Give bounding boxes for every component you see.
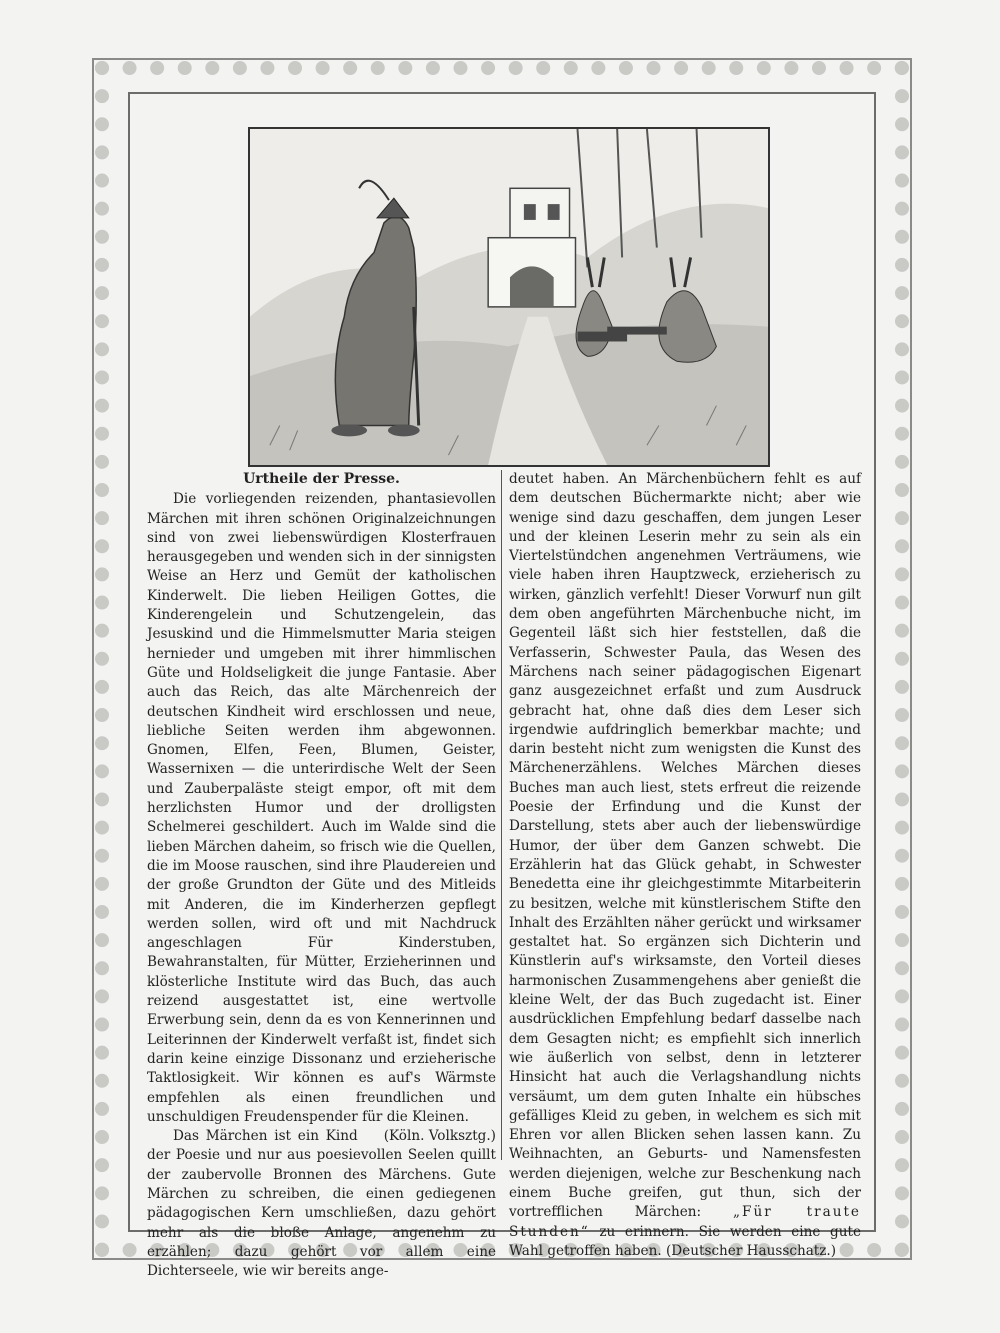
- review-paragraph: [147, 490, 496, 1145]
- review-paragraph: [509, 470, 861, 1261]
- text-column-left: [147, 470, 496, 1280]
- paragraph-tail: zu erinnern. Sie werden eine gute Wahl getroffen haben.: [509, 1223, 861, 1259]
- text-column-right: [509, 470, 861, 1259]
- section-heading: Urtheile der Presse.: [243, 471, 400, 487]
- review-paragraph: Das Märchen ist ein Kind der Poesie und nur aus poesievollen Seelen quillt der zaubervolle Bronnen des Märchens. Gute Märchen zu schreiben, die einen gediegenen pädagogischen Kern umschließen, dazu gehört mehr als die bloße Anlage, angenehm zu erzählen; dazu gehört vor allem eine Dichterseele, wie wir bereits ange-: [147, 1128, 496, 1280]
- bench: [607, 327, 667, 335]
- source-citation: (Köln. Volksztg.): [383, 1128, 496, 1145]
- column-divider: [501, 470, 502, 1160]
- woodcut-image: [250, 129, 768, 465]
- source-citation: (Deutscher Hausschatz.): [666, 1242, 837, 1259]
- book-title-quote: „Für traute Stunden“: [509, 1204, 861, 1240]
- paragraph-text: deutet haben. An Märchenbüchern fehlt es auf dem deutschen Büchermarkte nicht; aber wie wenige sind dazu geschaffen, dem jungen Leser und der kleinen Leserin mehr zu sein als ein Viertelstündchen angenehmen Verträumens, wie viele haben ihren Hauptzweck, erzieherisch zu wirken, gänzlich verfehlt! Dieser Vorwurf nun gilt dem oben angeführten Märchenbuche nicht, im Gegenteil läßt sich hier feststellen, daß die Verfasserin, Schwester Paula, das Wesen des Märchens nach seiner pädagogischen Eigenart ganz ausgezeichnet erfaßt und zum Ausdruck gebracht hat, ohne daß dies dem Leser sich irgendwie aufdringlich bemerkbar machte; und darin besteht nicht zum wenigsten die Kunst des Märchenerzählens. Welches Märchen dieses Buches man auch liest, stets erfreut die reizende Poesie der Erfindung und die Kunst der Darstellung, stets aber auch der liebenswürdige Humor, der über dem Ganzen schwebt. Die Erzählerin hat das Glück gehabt, in Schwester Benedetta eine ihr gleichgestimmte Mitarbeiterin zu besitzen, welche mit künstlerischem Stifte den Inhalt des Erzählten näher gerückt und wirksamer gestaltet hat. So ergänzen sich Dichterin und Künstlerin auf's wirksamste, den Vorteil dieses harmonischen Zusammengehens aber genießt die kleine Welt, der das Buch zugedacht ist. Einer ausdrücklichen Empfehlung bedarf dasselbe nach dem Gesagten nicht; es empfiehlt sich innerlich wie äußerlich von selbst, denn in letzterer Hinsicht hat auch die Verlagshandlung nichts versäumt, um dem guten Inhalte ein hübsches gefälliges Kleid zu geben, in welchem es sich mit Ehren vor allen Blicken sehen lassen kann. Zu Weihnachten, an Geburts- und Namensfesten werden diejenigen, welche zur Beschenkung nach einem Buche greifen, gut thun, sich der vortrefflichen Märchen:: [509, 471, 861, 1221]
- paragraph-text: Die vorliegenden reizenden, phantasievollen Märchen mit ihren schönen Originalzeichnungen sind von zwei liebenswürdigen Klosterfrauen herausgegeben und wenden sich in der sinnigsten Weise an Herz und Gemüt der katholischen Kinderwelt. Die lieben Heiligen Gottes, die Kinderengelein und Schutzengelein, das Jesuskind und die Himmelsmutter Maria steigen hernieder und umgeben mit ihrer himmlischen Güte und Holdseligkeit die junge Fantasie. Aber auch das Reich, das alte Märchenreich der deutschen Kindheit wird erschlossen und neue, liebliche Seiten werden ihm abgewonnen. Gnomen, Elfen, Feen, Blumen, Geister, Wassernixen — die unterirdische Welt der Seen und Zauberpaläste steigt empor, oft mit dem herzlichsten Humor und der drolligsten Schelmerei geschildert. Auch im Walde sind die lieben Märchen daheim, so frisch wie die Quellen, die im Moose rauschen, sind ihre Plaudereien und der große Grundton der Güte und des Mitleids mit Anderen, die im Kinderherzen gepflegt werden sollen, wird oft und mit Nachdruck angeschlagen Für Kinderstuben, Bewahranstalten, für Mütter, Erzieherinnen und klösterliche Institute wird das Buch, das auch reizend ausgestattet ist, eine wertvolle Erwerbung sein, denn da es von Kennerinnen und Leiterinnen der Kinderwelt verfaßt ist, findet sich darin keine einzige Dissonanz und erzieherische Taktlosigkeit. Wir können es auf's Wärmste empfehlen als einen freundlichen und unschuldigen Freudenspender für die Kleinen.: [147, 491, 496, 1125]
- illustration-fox-and-hares: [248, 127, 770, 467]
